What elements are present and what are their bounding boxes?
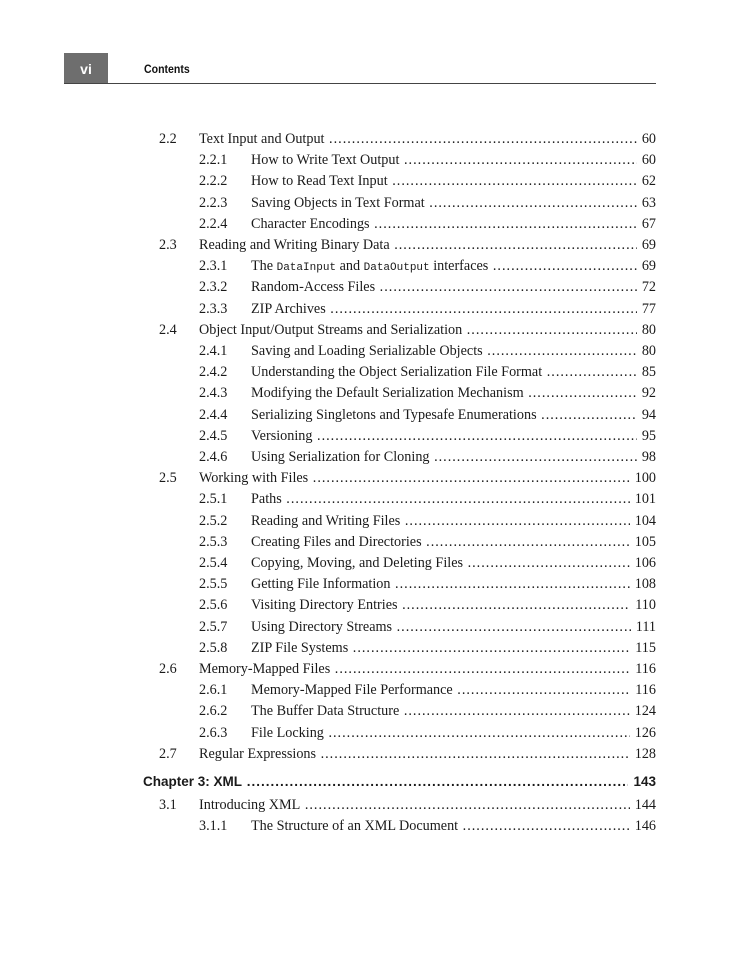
toc-entry (199, 341, 656, 362)
title-text: Chapter 3: XML (143, 774, 243, 789)
toc-entry (199, 426, 656, 447)
toc-entry (159, 320, 656, 341)
title-text: Reading and Writing Binary Data (199, 237, 390, 253)
toc-entry-number: 2.6.3 (199, 724, 228, 741)
toc-entry-title (199, 129, 656, 150)
toc-page-number: 144 (630, 795, 656, 816)
toc-entry-title (199, 235, 656, 256)
toc-entry-title (251, 341, 656, 362)
toc-entry (199, 362, 656, 383)
toc-entry (159, 795, 656, 816)
toc-page-number: 106 (630, 553, 656, 574)
toc-page-number: 110 (630, 595, 656, 616)
toc-entry (199, 447, 656, 468)
toc-entry-title (251, 405, 656, 426)
toc-entry (199, 277, 656, 298)
toc-entry-title (251, 701, 656, 722)
toc-entry-title (251, 723, 656, 744)
toc-page-number: 126 (630, 723, 656, 744)
toc-entry (199, 723, 656, 744)
toc-entry-number: 2.4.2 (199, 364, 228, 381)
toc-entry-title (251, 553, 656, 574)
toc-entry-title (251, 680, 656, 701)
toc-entry-title (251, 277, 656, 298)
toc-entry-number: 2.2.3 (199, 194, 228, 211)
toc-entry-number: 2.2.1 (199, 152, 228, 169)
toc-page-number: 69 (637, 235, 656, 256)
toc-page-number: 116 (630, 680, 656, 701)
toc-page-number: 80 (637, 320, 656, 341)
toc-page-number: 124 (630, 701, 656, 722)
toc-entry-title (251, 256, 656, 279)
toc-page-number: 69 (637, 256, 656, 277)
toc-page-number: 63 (637, 193, 656, 214)
toc-page-number: 94 (637, 405, 656, 426)
toc-entry (199, 511, 656, 532)
toc-entry (199, 405, 656, 426)
toc-entry-title (251, 150, 656, 171)
toc-entry-title (251, 214, 656, 235)
toc-page-number: 85 (637, 362, 656, 383)
toc-entry-number: 3.1.1 (199, 818, 228, 835)
toc-entry (199, 171, 656, 192)
toc-entry (199, 193, 656, 214)
toc-entry (199, 617, 656, 638)
toc-entry (199, 574, 656, 595)
toc-entry-title (251, 638, 656, 659)
toc-entry (159, 468, 656, 489)
toc-entry (199, 680, 656, 701)
toc-entry-number: 2.6.2 (199, 703, 228, 720)
toc-entry-title (251, 489, 656, 510)
toc-page-number: 62 (637, 171, 656, 192)
toc-entry-number: 2.3 (159, 237, 177, 253)
title-text: ZIP File Systems (251, 639, 349, 656)
title-text: Introducing XML (199, 797, 301, 814)
toc-entry-number: 2.6.1 (199, 682, 228, 699)
page-number-badge: vi (64, 53, 108, 84)
toc-page-number: 116 (630, 659, 656, 680)
toc-entry-number: 3.1 (159, 797, 177, 814)
toc-entry (159, 659, 656, 680)
code-term: DataInput (276, 262, 337, 275)
title-text: Getting File Information (251, 576, 391, 593)
title-text: Character Encodings (251, 215, 370, 232)
section-title: Contents (144, 62, 190, 76)
toc-entry-number: 2.2 (159, 131, 177, 147)
title-text: Reading and Writing Files (251, 512, 401, 529)
toc-page-number: 115 (630, 638, 656, 659)
toc-entry-title (251, 595, 656, 616)
toc-entry (159, 744, 656, 765)
title-text: Object Input/Output Streams and Serialization (199, 321, 463, 338)
toc-entry (199, 638, 656, 659)
title-text: The (251, 258, 277, 275)
toc-entry-number: 2.3.2 (199, 279, 228, 296)
toc-entry-number: 2.4.6 (199, 449, 228, 465)
toc-page-number: 60 (637, 129, 656, 150)
toc-entry (159, 129, 656, 150)
toc-entry-number: 2.4.4 (199, 406, 228, 423)
toc-entry (199, 532, 656, 553)
toc-entry-title (143, 771, 656, 792)
title-text: ZIP Archives (251, 300, 326, 317)
toc-entry-number: 2.7 (159, 745, 177, 762)
toc-page-number: 95 (637, 426, 656, 447)
toc-entry (199, 299, 656, 320)
running-header (64, 53, 656, 84)
toc-entry-number: 2.5.7 (199, 618, 228, 635)
title-text: Copying, Moving, and Deleting Files (251, 555, 464, 571)
title-text: Modifying the Default Serialization Mechanism (251, 385, 524, 402)
toc-entry-title (251, 447, 656, 468)
toc-entry-number: 2.5.2 (199, 512, 228, 529)
toc-entry (199, 553, 656, 574)
title-text: Creating Files and Directories (251, 533, 422, 550)
toc-entry-title (251, 383, 656, 404)
toc-entry-title (199, 744, 656, 765)
toc-page-number: 128 (630, 744, 656, 765)
toc-entry-number: 2.6 (159, 661, 177, 677)
toc-entry-number: 2.5.5 (199, 576, 228, 593)
toc-page-number: 104 (630, 511, 656, 532)
title-text: How to Write Text Output (251, 152, 400, 169)
title-text: The Buffer Data Structure (251, 703, 400, 720)
header-rule (64, 83, 656, 84)
toc-page-number: 92 (637, 383, 656, 404)
toc-entry-number: 2.4.3 (199, 385, 228, 402)
title-text: Saving Objects in Text Format (251, 194, 425, 211)
title-text: Versioning (251, 427, 313, 444)
toc-page-number: 108 (630, 574, 656, 595)
toc-entry (199, 489, 656, 510)
code-term: DataOutput (363, 262, 430, 275)
toc-entry-number: 2.5.8 (199, 639, 228, 656)
toc-entry-number: 2.3.1 (199, 258, 228, 275)
toc-entry (199, 256, 656, 277)
toc-entry-number: 2.5.1 (199, 491, 228, 508)
title-text: Understanding the Object Serialization File Format (251, 364, 543, 381)
toc-page-number: 98 (637, 447, 656, 468)
toc-entry (199, 383, 656, 404)
toc-entry (199, 701, 656, 722)
title-text: Serializing Singletons and Typesafe Enumerations (251, 406, 537, 423)
toc-entry-number: 2.4.5 (199, 427, 228, 444)
toc-entry-title (251, 617, 656, 638)
title-text: Text Input and Output (199, 131, 325, 147)
title-text: Random-Access Files (251, 279, 376, 296)
toc-entry-number: 2.4.1 (199, 343, 228, 359)
title-text: Using Serialization for Cloning (251, 449, 430, 465)
toc-page-number: 72 (637, 277, 656, 298)
toc-entry (199, 595, 656, 616)
title-text: How to Read Text Input (251, 173, 388, 190)
toc-entry-number: 2.5.4 (199, 555, 228, 571)
toc-page-number: 77 (637, 299, 656, 320)
toc-entry-number: 2.5.3 (199, 533, 228, 550)
toc-entry-number: 2.4 (159, 321, 177, 338)
title-text: and (336, 258, 364, 275)
title-text: interfaces (429, 258, 489, 275)
title-text: Saving and Loading Serializable Objects (251, 343, 483, 359)
title-text: Visiting Directory Entries (251, 597, 398, 614)
toc-entry-title (251, 171, 656, 192)
toc-page-number: 60 (637, 150, 656, 171)
title-text: Using Directory Streams (251, 618, 393, 635)
title-text: Paths (251, 491, 282, 508)
title-text: Memory-Mapped File Performance (251, 682, 453, 699)
toc-entry (199, 816, 656, 837)
title-text: File Locking (251, 724, 324, 741)
title-text: Working with Files (199, 470, 309, 487)
toc-page-number: 111 (631, 617, 656, 638)
toc-page-number: 143 (628, 771, 656, 792)
toc-entry-title (251, 816, 656, 837)
toc-entry-title (251, 362, 656, 383)
toc-entry-title (199, 320, 656, 341)
toc-entry (199, 214, 656, 235)
toc-entry-number: 2.5.6 (199, 597, 228, 614)
title-text: The Structure of an XML Document (251, 818, 459, 835)
toc-entry-title (251, 532, 656, 553)
toc-page-number: 105 (630, 532, 656, 553)
toc-entry-number: 2.3.3 (199, 300, 228, 317)
title-text: Regular Expressions (199, 745, 317, 762)
toc-entry-title (251, 574, 656, 595)
toc-entry-title (251, 299, 656, 320)
toc-entry-title (199, 795, 656, 816)
toc-entry-title (251, 193, 656, 214)
toc-entry-title (251, 511, 656, 532)
toc-entry-number: 2.2.2 (199, 173, 228, 190)
toc-entry-title (251, 426, 656, 447)
toc-entry-title (199, 659, 656, 680)
toc-entry-number: 2.2.4 (199, 215, 228, 232)
title-text: Memory-Mapped Files (199, 661, 331, 677)
toc-entry (199, 150, 656, 171)
toc-page-number: 67 (637, 214, 656, 235)
toc-entry-number: 2.5 (159, 470, 177, 487)
toc-chapter-entry (143, 771, 656, 792)
toc-page-number: 146 (630, 816, 656, 837)
toc-entry-title (199, 468, 656, 489)
toc-page-number: 100 (630, 468, 656, 489)
toc-page-number: 101 (630, 489, 656, 510)
toc-entry (159, 235, 656, 256)
toc-page-number: 80 (637, 341, 656, 362)
